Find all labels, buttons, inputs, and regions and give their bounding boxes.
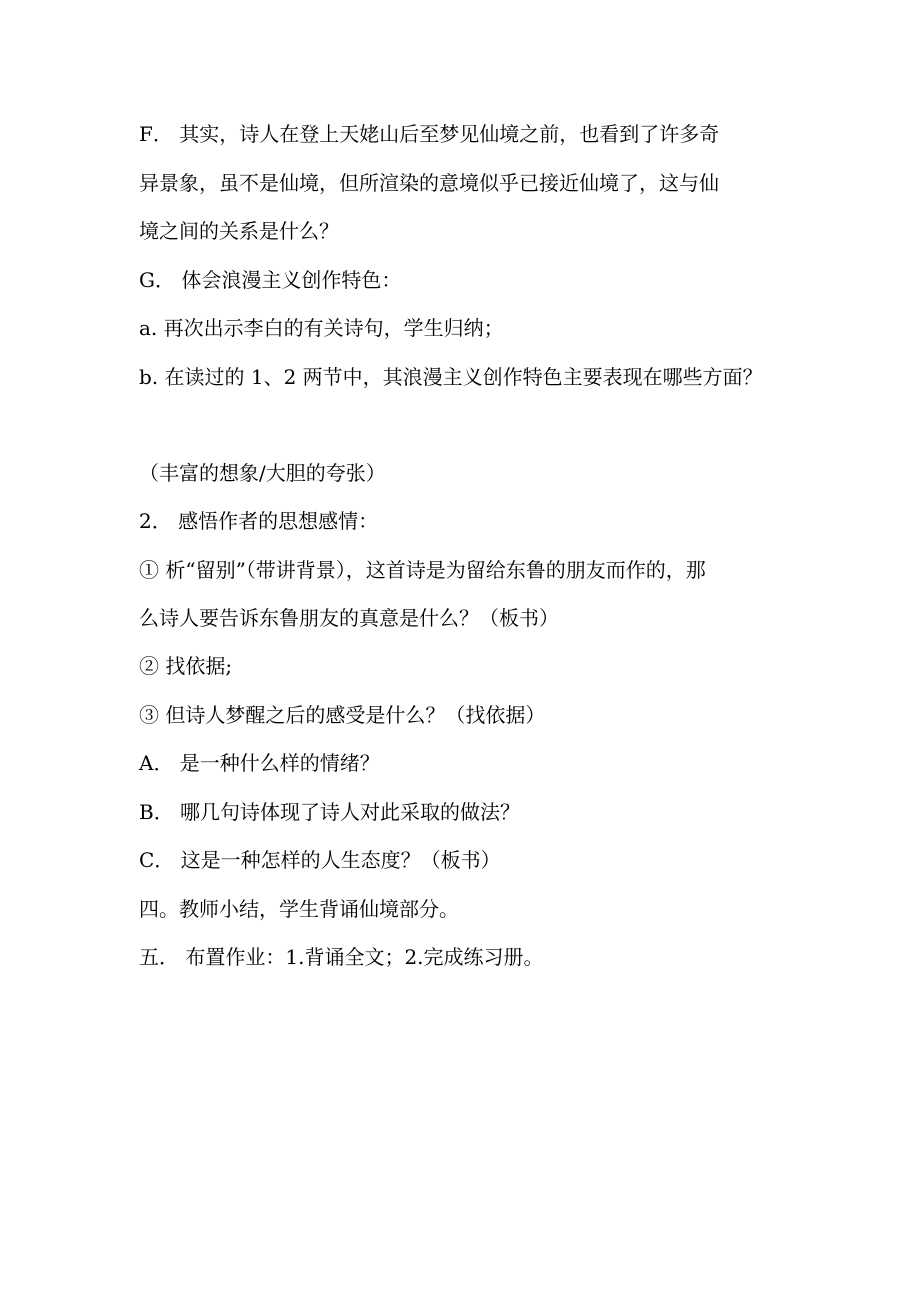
text-line-question-a: A． 是一种什么样的情绪？ xyxy=(139,751,380,775)
text-line-item-a: a. 再次出示李白的有关诗句，学生归纳； xyxy=(139,316,504,340)
text-line-question-b: B． 哪几句诗体现了诗人对此采取的做法？ xyxy=(139,800,521,824)
text-line-item-b: b. 在读过的 1、2 两节中，其浪漫主义创作特色主要表现在哪些方面？ xyxy=(139,365,763,389)
text-line-section-5: 五． 布置作业：1.背诵全文；2.完成练习册。 xyxy=(139,945,544,969)
text-line-step-1b: 么诗人要告诉东鲁朋友的真意是什么？（板书） xyxy=(139,606,559,630)
text-line-question-c: C． 这是一种怎样的人生态度？（板书） xyxy=(139,848,501,872)
text-line-answer: （丰富的想象/大胆的夸张） xyxy=(139,461,386,485)
text-line-step-1a: ① 析“留别”（带讲背景），这首诗是为留给东鲁的朋友而作的，那 xyxy=(139,558,706,582)
text-line-section-2: 2． 感悟作者的思想感情： xyxy=(139,509,379,533)
text-line-question-f-3: 境之间的关系是什么？ xyxy=(139,219,339,243)
text-line-question-f-1: F． 其实，诗人在登上天姥山后至梦见仙境之前，也看到了许多奇 xyxy=(139,122,720,146)
text-line-section-g: G． 体会浪漫主义创作特色： xyxy=(139,268,402,292)
text-line-question-f-2: 异景象，虽不是仙境，但所渲染的意境似乎已接近仙境了，这与仙 xyxy=(139,171,719,195)
text-line-step-2: ② 找依据; xyxy=(139,654,233,678)
text-line-section-4: 四。教师小结，学生背诵仙境部分。 xyxy=(139,897,459,921)
text-line-step-3: ③ 但诗人梦醒之后的感受是什么？（找依据） xyxy=(139,703,546,727)
